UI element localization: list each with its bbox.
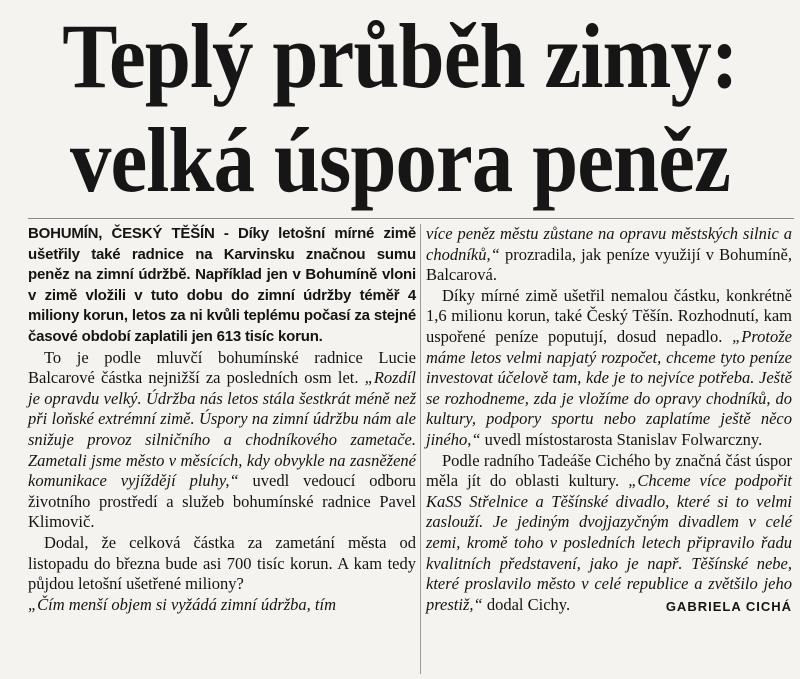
- headline-line-1: Teplý průběh zimy:: [62, 5, 738, 107]
- headline-line-2: velká úspora peněz: [69, 109, 731, 211]
- article-column-right: [426, 224, 792, 617]
- article-paragraph-5: [426, 451, 792, 616]
- article-paragraph-2: Dodal, že celková částka za zametání města od listopadu do března bude asi 700 tisíc korun. A kam tedy půjdou letošní ušetřené miliony?: [28, 532, 416, 594]
- paragraph-1-end: uvedl vedoucí odboru životního prostředí a služeb bohumínské radnice Pavel Klimovič.: [28, 471, 416, 532]
- article-paragraph-4: [426, 286, 792, 451]
- paragraph-3-quote-start: „Čím menší objem si vyžádá zimní údržba, tím: [28, 594, 337, 614]
- article-paragraph-3-cont: [426, 224, 792, 286]
- paragraph-5-text: Podle radního Tadeáše Cichého by značná část úspor měla jít do oblasti kultury.: [426, 450, 792, 491]
- headline-rule: [28, 218, 794, 219]
- paragraph-4-end: uvedl místostarosta Stanislav Folwarczny.: [480, 429, 763, 449]
- paragraph-1-quote: „Rozdíl je opravdu velký. Údržba nás letos stála šestkrát méně než při loňské extrémní zimě. Úspory na zimní údržbu nám ale snižuje provoz silničního a chodníkového zametače. Zametali jsme město v měsících, kdy obvykle na zasněžené komunikace vyjíždějí pluhy,“: [28, 368, 416, 491]
- paragraph-4-quote: „Protože máme letos velmi napjatý rozpočet, chceme tyto peníze investovat účelově tam, kde je to nejvíce potřeba. Ještě se rozhodneme, zda je vložíme do opravy chodníků, do kultury, podpory sportu nebo zaplatíme ještě něco jiného,“: [426, 326, 792, 449]
- article-paragraph-3-start: [28, 595, 416, 616]
- column-divider: [420, 224, 421, 674]
- paragraph-3-end: prozradila, jak peníze využijí v Bohumíně, Balcarová.: [426, 244, 792, 285]
- paragraph-5-end: dodal Cichy.: [482, 594, 571, 614]
- article-author: GABRIELA CICHÁ: [665, 598, 792, 614]
- article-paragraph-1: [28, 348, 416, 533]
- article-column-left: [28, 224, 416, 615]
- article-lead: BOHUMÍN, ČESKÝ TĚŠÍN - Díky letošní mírné zimě ušetřily také radnice na Karvinsku značnou sumu peněz na zimní údržbě. Například jen v Bohumíně vloni v zimě vložili v tuto dobu do zimní údržby téměř 4 miliony korun, letos za ni kvůli teplému počasí za stejné časové období zaplatili jen 613 tisíc korun.: [28, 225, 416, 345]
- paragraph-3-quote-cont: více peněz městu zůstane na opravu městských silnic a chodníků,“: [426, 224, 792, 264]
- paragraph-1-text: To je podle mluvčí bohumínské radnice Lucie Balcarové částka nejnižší za posledních osm let.: [28, 347, 416, 388]
- paragraph-5-quote: „Chceme více podpořit KaSS Střelnice a Těšínské divadlo, které si to velmi zaslouží. Je jediným dvojjazyčným divadlem v celé zemi, kromě toho v posledních letech připravilo řadu kvalitních představení, jako je např. Těšínské nebe, které proslavilo město v celé republice a zvětšilo jeho prestiž,“: [426, 471, 792, 614]
- paragraph-4-text: Díky mírné zimě ušetřil nemalou částku, konkrétně 1,6 milionu korun, také Český Těšín. Rozhodnutí, kam uspořené peníze poputují, dosud nepadlo.: [426, 285, 792, 346]
